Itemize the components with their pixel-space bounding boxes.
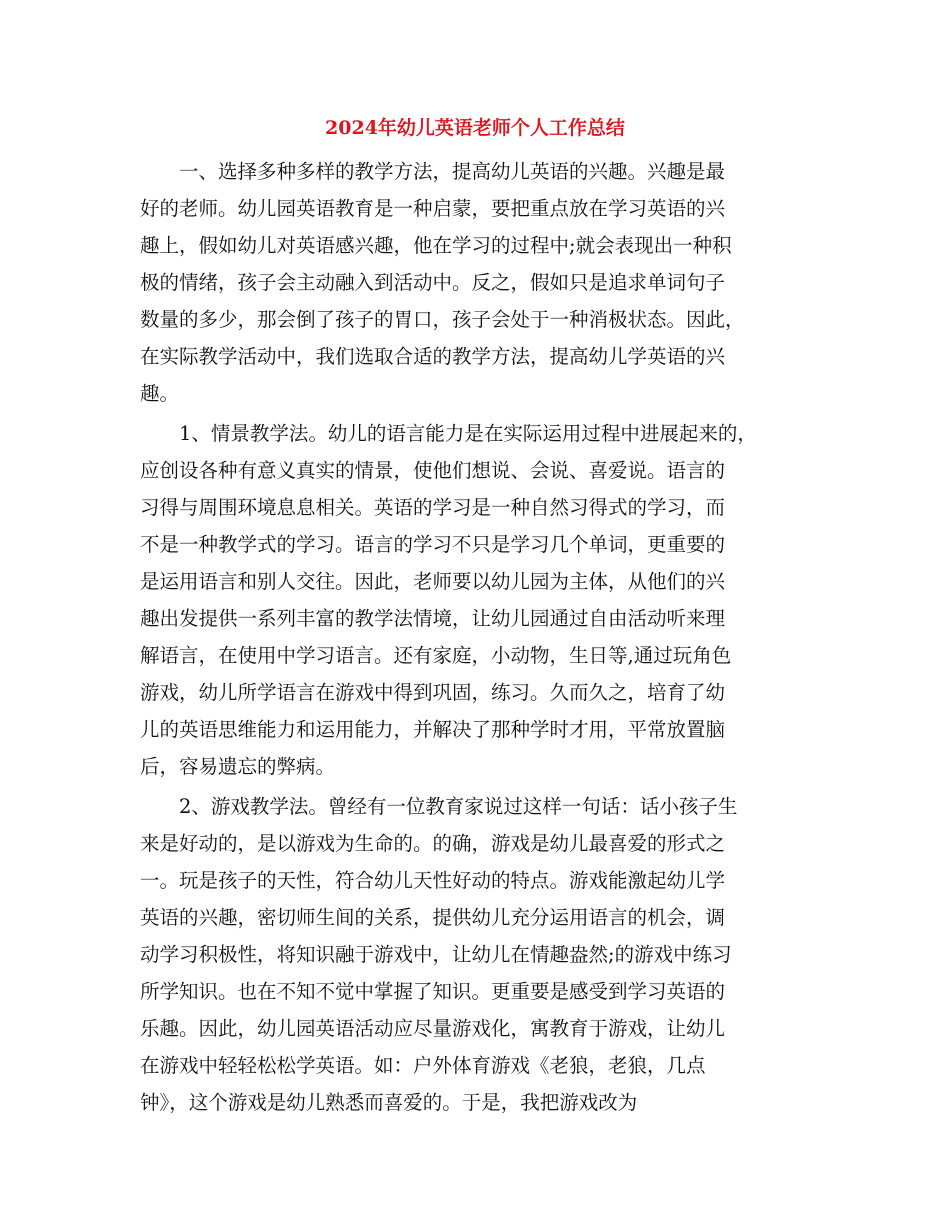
text-line: 乐趣。因此，幼儿园英语活动应尽量游戏化，寓教育于游戏，让幼儿 (140, 1017, 726, 1040)
text-line: 应创设各种有意义真实的情景，使他们想说、会说、喜爱说。语言的 (140, 459, 726, 482)
text-line: 所学知识。也在不知不觉中掌握了知识。更重要是感受到学习英语的 (140, 980, 726, 1003)
text-line: 极的情绪，孩子会主动融入到活动中。反之，假如只是追求单词句子 (140, 271, 726, 294)
text-line: 趣出发提供一系列丰富的教学法情境，让幼儿园通过自由活动听来理 (140, 607, 726, 630)
text-line: 儿的英语思维能力和运用能力，并解决了那种学时才用，平常放置脑 (140, 718, 726, 741)
text-line: 是运用语言和别人交往。因此，老师要以幼儿园为主体，从他们的兴 (140, 570, 726, 593)
text-line: 一。玩是孩子的天性，符合幼儿天性好动的特点。游戏能激起幼儿学 (140, 869, 726, 892)
text-line: 后，容易遗忘的弊病。 (140, 755, 336, 778)
text-line: 来是好动的，是以游戏为生命的。的确，游戏是幼儿最喜爱的形式之 (140, 832, 726, 855)
text-line: 数量的多少，那会倒了孩子的胃口，孩子会处于一种消极状态。因此， (140, 308, 745, 331)
text-line: 解语言，在使用中学习语言。还有家庭，小动物，生日等,通过玩角色 (140, 644, 732, 667)
text-line: 1、情景教学法。幼儿的语言能力是在实际运用过程中进展起来的， (140, 422, 757, 445)
text-line: 趣。 (140, 382, 180, 405)
text-line: 英语的兴趣，密切师生间的关系，提供幼儿充分运用语言的机会，调 (140, 906, 726, 929)
text-line: 在游戏中轻轻松松学英语。如：户外体育游戏《老狼，老狼，几点 (140, 1054, 706, 1077)
text-line: 在实际教学活动中，我们选取合适的教学方法，提高幼儿学英语的兴 (140, 345, 726, 368)
text-line: 2、游戏教学法。曾经有一位教育家说过这样一句话：话小孩子生 (140, 795, 738, 818)
text-line: 动学习积极性，将知识融于游戏中，让幼儿在情趣盎然;的游戏中练习 (140, 943, 732, 966)
document-title: 2024年幼儿英语老师个人工作总结 (325, 117, 625, 139)
text-line: 钟》，这个游戏是幼儿熟悉而喜爱的。于是，我把游戏改为 (140, 1091, 638, 1114)
text-line: 趣上，假如幼儿对英语感兴趣，他在学习的过程中;就会表现出一种积 (140, 234, 732, 257)
text-line: 不是一种教学式的学习。语言的学习不只是学习几个单词，更重要的 (140, 533, 726, 556)
text-line: 好的老师。幼儿园英语教育是一种启蒙，要把重点放在学习英语的兴 (140, 197, 726, 220)
text-line: 游戏，幼儿所学语言在游戏中得到巩固，练习。久而久之，培育了幼 (140, 681, 726, 704)
text-line: 习得与周围环境息息相关。英语的学习是一种自然习得式的学习，而 (140, 496, 726, 519)
text-line: 一、选择多种多样的教学方法，提高幼儿英语的兴趣。兴趣是最 (140, 160, 726, 183)
